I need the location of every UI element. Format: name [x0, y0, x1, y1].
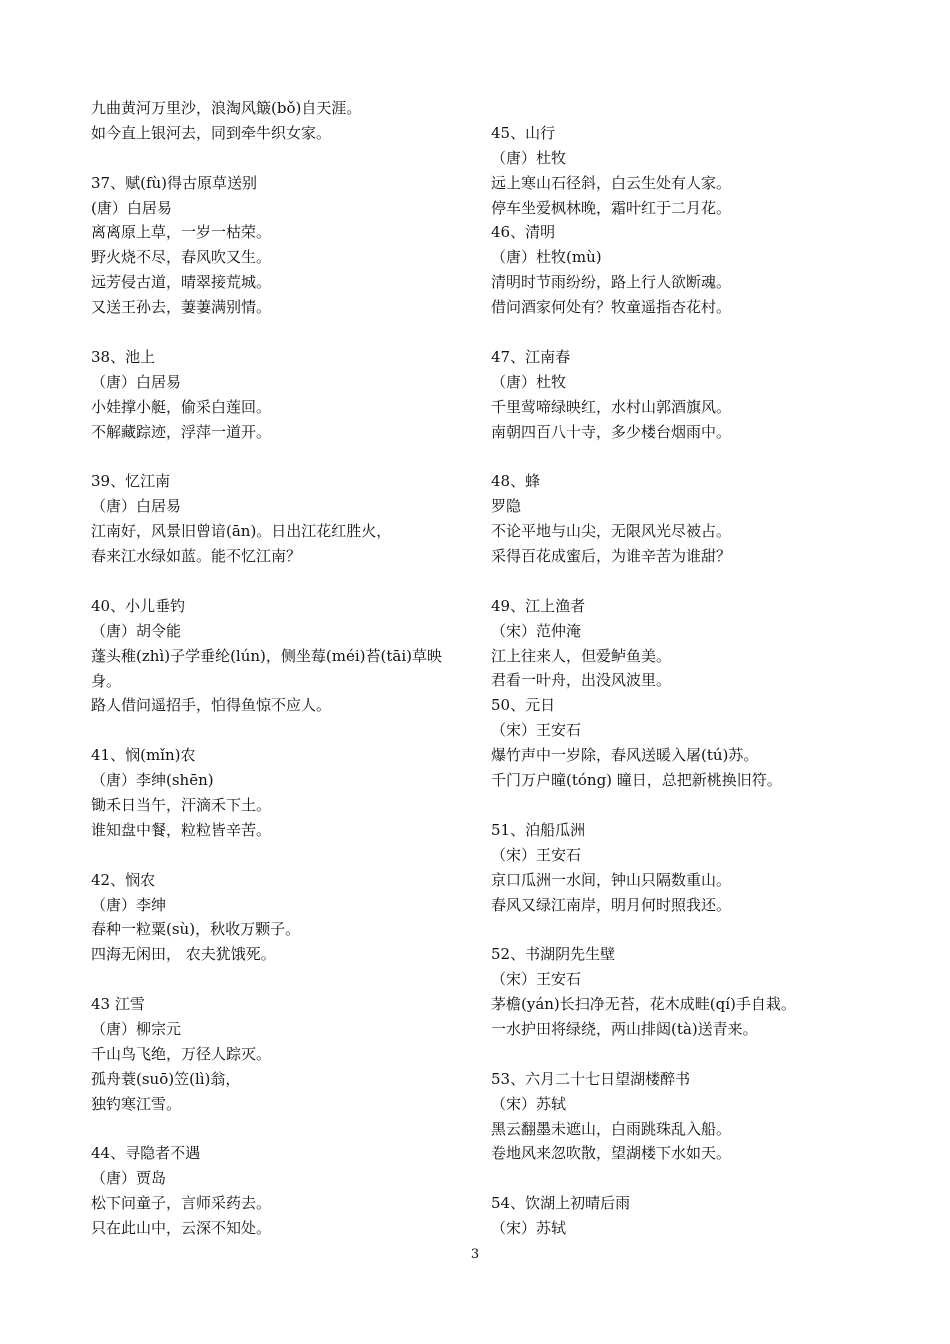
text-line: 清明时节雨纷纷，路上行人欲断魂。 [491, 273, 732, 292]
text-line: 小娃撑小艇，偷采白莲回。 [91, 397, 272, 416]
text-line: 52、书湖阴先生壁 [491, 945, 616, 964]
text-line: 路人借问遥招手，怕得鱼惊不应人。 [91, 696, 332, 715]
text-line: 远上寒山石径斜，白云生处有人家。 [491, 173, 732, 192]
text-line: 春来江水绿如蓝。能不忆江南？ [91, 547, 302, 566]
blank-line [491, 793, 891, 818]
text-line: 谁知盘中餐，粒粒皆辛苦。 [91, 820, 272, 839]
blank-line [91, 146, 471, 171]
text-line: （宋）苏轼 [491, 1094, 567, 1113]
text-line: （宋）王安石 [491, 970, 582, 989]
text-line: （宋）苏轼 [491, 1219, 567, 1238]
text-line: （唐）李绅 [91, 895, 167, 914]
text-line: 南朝四百八十寺，多少楼台烟雨中。 [491, 422, 732, 441]
text-line: 38、池上 [91, 347, 156, 366]
text-line: 江南好，风景旧曾谙(ān)。日出江花红胜火， [91, 522, 392, 541]
text-line: (唐）白居易 [91, 198, 172, 217]
text-line: 46、清明 [491, 223, 556, 242]
text-line: 50、元日 [491, 696, 556, 715]
blank-line [491, 569, 891, 594]
text-line: （宋）王安石 [491, 721, 582, 740]
text-line: 罗隐 [491, 497, 522, 516]
text-line: 51、泊船瓜洲 [491, 820, 586, 839]
text-line: 千山鸟飞绝，万径人踪灭。 [91, 1044, 272, 1063]
text-line: 又送王孙去，萋萋满别情。 [91, 298, 272, 317]
text-line: 只在此山中，云深不知处。 [91, 1219, 272, 1238]
text-line: 卷地风来忽吹散，望湖楼下水如天。 [491, 1144, 732, 1163]
blank-line [91, 1117, 471, 1142]
text-line: 黑云翻墨未遮山，白雨跳珠乱入船。 [491, 1119, 732, 1138]
text-line: 锄禾日当午，汗滴禾下土。 [91, 795, 272, 814]
blank-line [91, 320, 471, 345]
text-line: 江上往来人，但爱鲈鱼美。 [491, 646, 672, 665]
text-line: （唐）李绅(shēn) [91, 771, 214, 790]
text-line: 远芳侵古道，晴翠接荒城。 [91, 273, 272, 292]
text-line: 孤舟蓑(suō)笠(lì)翁， [91, 1069, 241, 1088]
text-line: 四海无闲田， 农夫犹饿死。 [91, 945, 276, 964]
text-line: 43 江雪 [91, 995, 145, 1014]
blank-line [91, 569, 471, 594]
text-line: （唐）柳宗元 [91, 1019, 182, 1038]
text-line: 不论平地与山尖，无限风光尽被占。 [491, 522, 732, 541]
blank-line [491, 444, 891, 469]
text-line: 采得百花成蜜后，为谁辛苦为谁甜？ [491, 547, 732, 566]
text-line: 春种一粒粟(sù)，秋收万颗子。 [91, 920, 301, 939]
blank-line [91, 444, 471, 469]
text-line: 49、江上渔者 [491, 596, 586, 615]
text-line: 千门万户曈(tóng) 曈日，总把新桃换旧符。 [491, 771, 782, 790]
text-line: 千里莺啼绿映红，水村山郭酒旗风。 [491, 397, 732, 416]
blank-line [491, 320, 891, 345]
text-line: 39、忆江南 [91, 472, 171, 491]
text-line: （宋）王安石 [491, 845, 582, 864]
text-line: （唐）白居易 [91, 497, 182, 516]
text-line: （唐）杜牧(mù) [491, 248, 602, 267]
text-line: 野火烧不尽，春风吹又生。 [91, 248, 272, 267]
text-line: 54、饮湖上初晴后雨 [491, 1194, 631, 1213]
text-line: 借问酒家何处有？牧童遥指杏花村。 [491, 298, 732, 317]
text-line: （唐）白居易 [91, 372, 182, 391]
text-line: 春风又绿江南岸，明月何时照我还。 [491, 895, 732, 914]
blank-line [91, 967, 471, 992]
text-line: 茅檐(yán)长扫净无苔，花木成畦(qí)手自栽。 [491, 995, 796, 1014]
text-line: 独钓寒江雪。 [91, 1094, 182, 1113]
text-line: （唐）杜牧 [491, 148, 567, 167]
page-number: 3 [470, 1247, 480, 1262]
text-line: （唐）杜牧 [491, 372, 567, 391]
text-line: 停车坐爱枫林晚，霜叶红于二月花。 [491, 198, 732, 217]
text-line: 53、六月二十七日望湖楼醉书 [491, 1069, 691, 1088]
text-line: 君看一叶舟，出没风波里。 [491, 671, 672, 690]
blank-line [91, 718, 471, 743]
text-line: 42、悯农 [91, 870, 156, 889]
text-line: （宋）范仲淹 [491, 621, 582, 640]
text-line: （唐）贾岛 [91, 1169, 167, 1188]
text-line: 37、赋(fù)得古原草送别 [91, 173, 258, 192]
blank-line [491, 1042, 891, 1067]
text-line: 如今直上银河去，同到牵牛织女家。 [91, 123, 332, 142]
left-column [91, 96, 471, 1241]
blank-line [491, 96, 891, 121]
text-line: 不解藏踪迹，浮萍一道开。 [91, 422, 272, 441]
text-line: 松下问童子，言师采药去。 [91, 1194, 272, 1213]
text-line: 48、蜂 [491, 472, 541, 491]
right-column [491, 96, 891, 1241]
text-line: （唐）胡令能 [91, 621, 182, 640]
text-line: 蓬头稚(zhì)子学垂纶(lún)，侧坐莓(méi)苔(tāi)草映身。 [91, 646, 442, 690]
text-line: 40、小儿垂钓 [91, 596, 186, 615]
blank-line [491, 1166, 891, 1191]
text-line: 九曲黄河万里沙，浪淘风簸(bǒ)自天涯。 [91, 99, 362, 117]
text-line: 47、江南春 [491, 347, 571, 366]
text-line: 45、山行 [491, 123, 556, 142]
text-line: 京口瓜洲一水间，钟山只隔数重山。 [491, 870, 732, 889]
blank-line [91, 843, 471, 868]
blank-line [491, 917, 891, 942]
text-line: 41、悯(mǐn)农 [91, 746, 196, 765]
text-line: 离离原上草，一岁一枯荣。 [91, 223, 272, 242]
text-line: 一水护田将绿绕，两山排闼(tà)送青来。 [491, 1019, 758, 1038]
text-line: 44、寻隐者不遇 [91, 1144, 201, 1163]
text-line: 爆竹声中一岁除，春风送暖入屠(tú)苏。 [491, 746, 759, 765]
